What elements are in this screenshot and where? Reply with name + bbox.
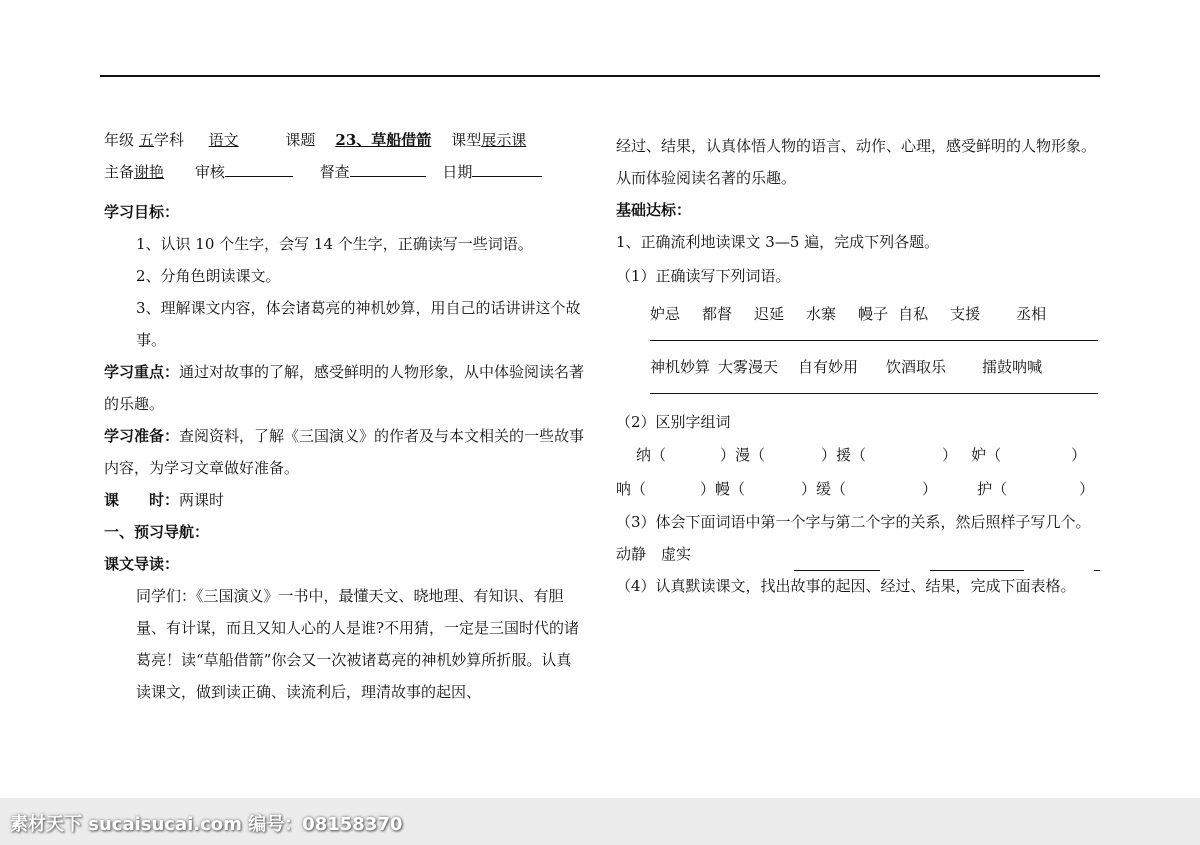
prep-paragraph <box>104 420 586 484</box>
topic-label: 课题 <box>285 131 316 149</box>
word: 水寨 <box>806 305 837 323</box>
answer-blank <box>1094 556 1100 571</box>
continue-text: 经过、结果，认真体悟人物的语言、动作、心理，感受鲜明的人物形象。从而体验阅读名著的乐趣。 <box>616 137 1097 187</box>
word: 神机妙算 <box>650 358 711 376</box>
answer-line-2 <box>650 393 1098 394</box>
guide-text: 同学们：《三国演义》一书中，最懂天文、晓地理、有知识、有胆量、有计谋，而且又知人心的人是谁?不用猜，一定是三国时代的诸葛亮！读“草船借箭”你会又一次被诸葛亮的神机妙算所折服。认真读课文，做到读正确、读流利后，理清故事的起因、 <box>136 587 580 701</box>
topic-value: 23、草船借箭 <box>335 131 432 149</box>
watermark-text: 素材天下 sucaisucai.com 编号：08158370 <box>10 814 403 835</box>
time-paragraph <box>104 484 586 516</box>
answer-blank <box>794 556 880 571</box>
group-item: ） <box>1079 480 1095 498</box>
subject-label: 学科 <box>153 131 184 149</box>
date-label: 日期 <box>442 163 473 181</box>
word: 自私 <box>898 305 929 323</box>
group-item: 妒（ <box>971 446 1002 464</box>
left-column <box>104 124 586 708</box>
goals-title: 学习目标： <box>104 203 180 221</box>
question-3-block <box>616 506 1100 570</box>
time-text: 两课时 <box>179 491 225 509</box>
goal-1: 1、认识 10 个生字，会写 14 个生字，正确读写一些词语。 <box>136 235 533 253</box>
word: 饮酒取乐 <box>886 358 947 376</box>
supervise-label: 督查 <box>319 163 350 181</box>
group-item: ）缓（ <box>801 480 847 498</box>
group-item: ）幔（ <box>700 480 746 498</box>
header-row-2 <box>104 156 586 188</box>
focus-paragraph <box>104 356 586 420</box>
word: 迟延 <box>754 305 785 323</box>
time-title: 课 时： <box>104 491 180 509</box>
prep-title: 学习准备： <box>104 427 180 445</box>
group-item: ）漫（ <box>720 446 766 464</box>
word: 幔子 <box>858 305 889 323</box>
grade-value: 五 <box>138 131 154 149</box>
word: 都督 <box>702 305 733 323</box>
review-label: 审核 <box>194 163 225 181</box>
top-rule <box>100 75 1100 77</box>
author-label: 主备 <box>104 163 135 181</box>
group-row-2 <box>616 472 1100 506</box>
focus-text: 通过对故事的了解，感受鲜明的人物形象，从中体验阅读名著的乐趣。 <box>104 363 585 413</box>
group-item: ） <box>922 480 938 498</box>
group-item: ）援（ <box>821 446 867 464</box>
type-label: 课型 <box>451 131 482 149</box>
group-item: 纳（ <box>636 446 667 464</box>
grade-label: 年级 <box>104 131 135 149</box>
right-column <box>616 130 1100 602</box>
group-item: 呐（ <box>616 480 647 498</box>
answer-blank <box>930 556 1024 571</box>
section-1-title: 一、预习导航： <box>104 523 210 541</box>
word: 自有妙用 <box>798 358 859 376</box>
header-row-1 <box>104 124 586 156</box>
word: 大雾漫天 <box>718 358 779 376</box>
words-row-2 <box>616 351 1100 383</box>
group-item: 护（ <box>977 480 1008 498</box>
author-value: 谢艳 <box>134 163 165 181</box>
question-3: （3）体会下面词语中第一个字与第二个字的关系，然后照样子写几个。动静 虚实 <box>616 513 1091 563</box>
word: 支援 <box>950 305 981 323</box>
word: 擂鼓呐喊 <box>982 358 1043 376</box>
focus-title: 学习重点： <box>104 363 180 381</box>
group-item: ） <box>942 446 958 464</box>
word: 妒忌 <box>650 305 681 323</box>
guide-title: 课文导读： <box>104 555 180 573</box>
date-blank <box>472 162 542 177</box>
words-row-1 <box>616 298 1100 330</box>
question-1: （1）正确读写下列词语。 <box>616 267 791 285</box>
prep-text: 查阅资料，了解《三国演义》的作者及与本文相关的一些故事内容，为学习文章做好准备。 <box>104 427 585 477</box>
basic-title: 基础达标： <box>616 201 692 219</box>
group-row-1 <box>616 438 1100 472</box>
type-value: 展示课 <box>481 131 527 149</box>
supervise-blank <box>350 162 426 177</box>
goal-2: 2、分角色朗读课文。 <box>136 267 281 285</box>
goal-3: 3、理解课文内容，体会诸葛亮的神机妙算，用自己的话讲讲这个故事。 <box>136 299 581 349</box>
question-2: （2）区别字组词 <box>616 413 731 431</box>
word: 丞相 <box>1016 305 1047 323</box>
question-4: （4）认真默读课文，找出故事的起因、经过、结果，完成下面表格。 <box>616 577 1076 595</box>
group-item: ） <box>1071 446 1087 464</box>
answer-line-1 <box>650 340 1098 341</box>
subject-value: 语文 <box>208 131 239 149</box>
task-1: 1、正确流利地读课文 3—5 遍，完成下列各题。 <box>616 233 940 251</box>
review-blank <box>225 162 293 177</box>
